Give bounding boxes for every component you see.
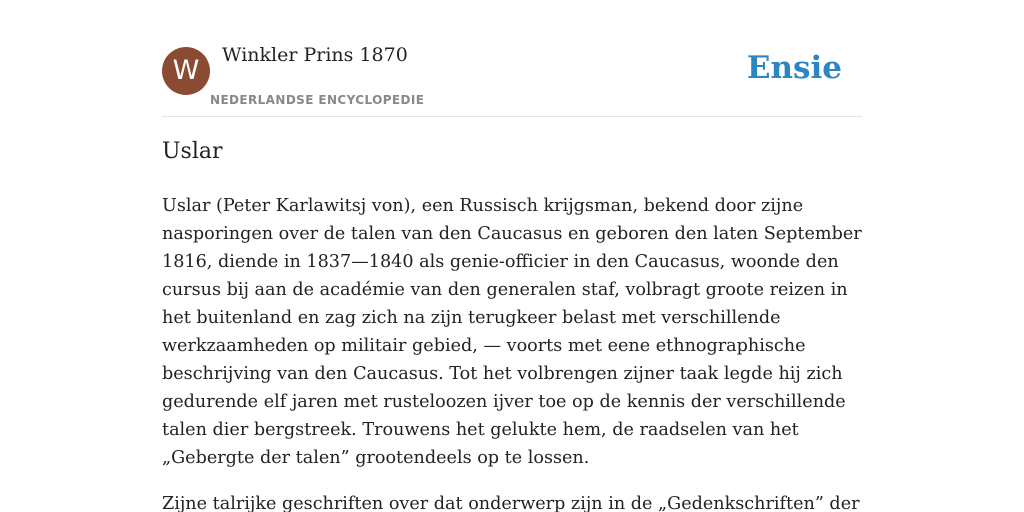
ensie-logo[interactable]: Ensie	[746, 50, 842, 86]
article-body	[162, 192, 867, 512]
page-title: Uslar	[162, 139, 223, 164]
source-title[interactable]: Winkler Prins 1870	[222, 44, 408, 66]
article-paragraph: Zijne talrijke geschriften over dat onderwerp zijn in de „Gedenkschriften” der	[162, 494, 860, 512]
site-header	[162, 0, 862, 117]
article-paragraph: Uslar (Peter Karlawitsj von), een Russisch krijgsman, bekend door zijne nasporingen over de talen van den Caucasus en geboren den laten September 1816, diende in 1837—1840 als genie-officier in den Caucasus, woonde den cursus bij aan de académie van den generalen staf, volbragt groote reizen in het buitenland en zag zich na zijn terugkeer belast met verschillende werkzaamheden op militair gebied, — voorts met eene ethnographische beschrijving van den Caucasus. Tot het volbrengen zijner taak legde hij zich gedurende elf jaren met rusteloozen ijver toe op de kennis der verschillende talen dier bergstreek. Trouwens het gelukte hem, de raadselen van het „Gebergte der talen” grootendeels op te lossen.	[162, 196, 862, 468]
source-subtitle: NEDERLANDSE ENCYCLOPEDIE	[210, 93, 425, 107]
source-avatar[interactable]: W	[162, 47, 210, 95]
